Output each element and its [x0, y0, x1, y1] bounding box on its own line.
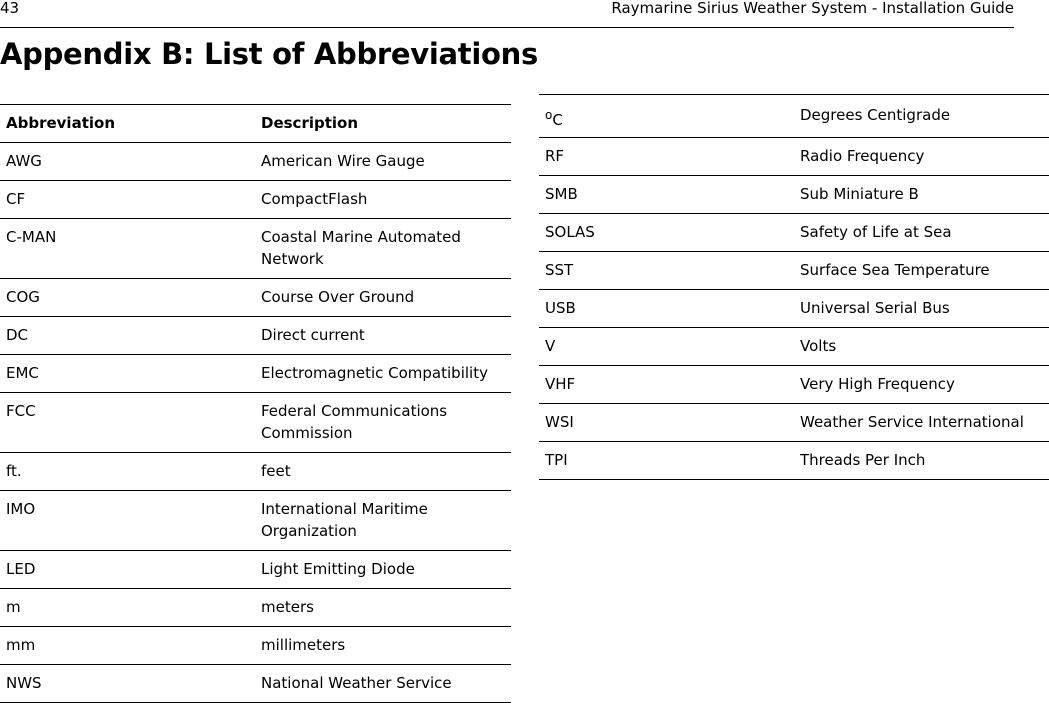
table-row — [539, 290, 1049, 328]
description-cell: Coastal Marine Automated Network — [255, 219, 511, 279]
abbreviation-cell: WSI — [539, 404, 794, 442]
abbreviation-cell: LED — [0, 551, 255, 589]
table-row — [539, 252, 1049, 290]
abbreviation-cell: m — [0, 589, 255, 627]
abbreviation-cell: USB — [539, 290, 794, 328]
abbreviations-table-right — [539, 94, 1049, 480]
description-cell: Degrees Centigrade — [794, 95, 1049, 138]
table-row — [0, 589, 511, 627]
table-row — [0, 665, 511, 703]
abbreviation-cell: mm — [0, 627, 255, 665]
abbreviation-cell: SMB — [539, 176, 794, 214]
description-cell: National Weather Service — [255, 665, 511, 703]
table-row — [0, 551, 511, 589]
description-cell: Light Emitting Diode — [255, 551, 511, 589]
page-title: Appendix B: List of Abbreviations — [0, 37, 538, 71]
abbreviation-cell: COG — [0, 279, 255, 317]
abbreviation-cell — [539, 95, 794, 138]
abbreviation-cell: TPI — [539, 442, 794, 480]
description-cell: Volts — [794, 328, 1049, 366]
table-row — [539, 366, 1049, 404]
description-cell: Federal Communications Commission — [255, 393, 511, 453]
table-row — [0, 355, 511, 393]
table-row — [539, 176, 1049, 214]
description-cell: Surface Sea Temperature — [794, 252, 1049, 290]
description-cell: Safety of Life at Sea — [794, 214, 1049, 252]
abbreviation-cell: SST — [539, 252, 794, 290]
table-row — [0, 181, 511, 219]
abbreviation-cell: RF — [539, 138, 794, 176]
description-cell: Electromagnetic Compatibility — [255, 355, 511, 393]
description-cell: meters — [255, 589, 511, 627]
description-cell: millimeters — [255, 627, 511, 665]
abbreviation-cell: V — [539, 328, 794, 366]
table-row — [0, 317, 511, 355]
column-header-description: Description — [255, 105, 511, 143]
column-header-abbreviation: Abbreviation — [0, 105, 255, 143]
table-row — [0, 491, 511, 551]
header-rule — [0, 27, 1014, 28]
table-row — [0, 453, 511, 491]
description-cell: Course Over Ground — [255, 279, 511, 317]
table-row — [0, 393, 511, 453]
abbreviation-cell: NWS — [0, 665, 255, 703]
abbreviation-cell: SOLAS — [539, 214, 794, 252]
table-row — [539, 442, 1049, 480]
table-row — [0, 143, 511, 181]
description-cell: Weather Service International — [794, 404, 1049, 442]
table-row — [539, 328, 1049, 366]
abbreviation-cell: CF — [0, 181, 255, 219]
abbreviation-cell: VHF — [539, 366, 794, 404]
description-cell: Direct current — [255, 317, 511, 355]
abbreviation-cell: EMC — [0, 355, 255, 393]
table-row — [539, 404, 1049, 442]
abbreviation-cell: IMO — [0, 491, 255, 551]
table-row — [0, 219, 511, 279]
page-number: 43 — [0, 0, 20, 17]
description-cell: Threads Per Inch — [794, 442, 1049, 480]
description-cell: Radio Frequency — [794, 138, 1049, 176]
degree-superscript: o — [545, 108, 553, 122]
table-row — [539, 95, 1049, 138]
description-cell: Sub Miniature B — [794, 176, 1049, 214]
running-header: Raymarine Sirius Weather System - Installation Guide — [611, 0, 1014, 17]
description-cell: feet — [255, 453, 511, 491]
abbreviation-cell: FCC — [0, 393, 255, 453]
description-cell: CompactFlash — [255, 181, 511, 219]
abbreviations-table-left — [0, 104, 511, 703]
description-cell: American Wire Gauge — [255, 143, 511, 181]
abbreviation-cell: AWG — [0, 143, 255, 181]
description-cell: Very High Frequency — [794, 366, 1049, 404]
abbreviation-cell: DC — [0, 317, 255, 355]
table-row — [0, 279, 511, 317]
table-row — [539, 138, 1049, 176]
table-row — [539, 214, 1049, 252]
abbreviation-cell: ft. — [0, 453, 255, 491]
table-header-row — [0, 105, 511, 143]
abbreviation-text: C — [552, 111, 563, 129]
description-cell: International Maritime Organization — [255, 491, 511, 551]
description-cell: Universal Serial Bus — [794, 290, 1049, 328]
abbreviation-cell: C-MAN — [0, 219, 255, 279]
table-row — [0, 627, 511, 665]
